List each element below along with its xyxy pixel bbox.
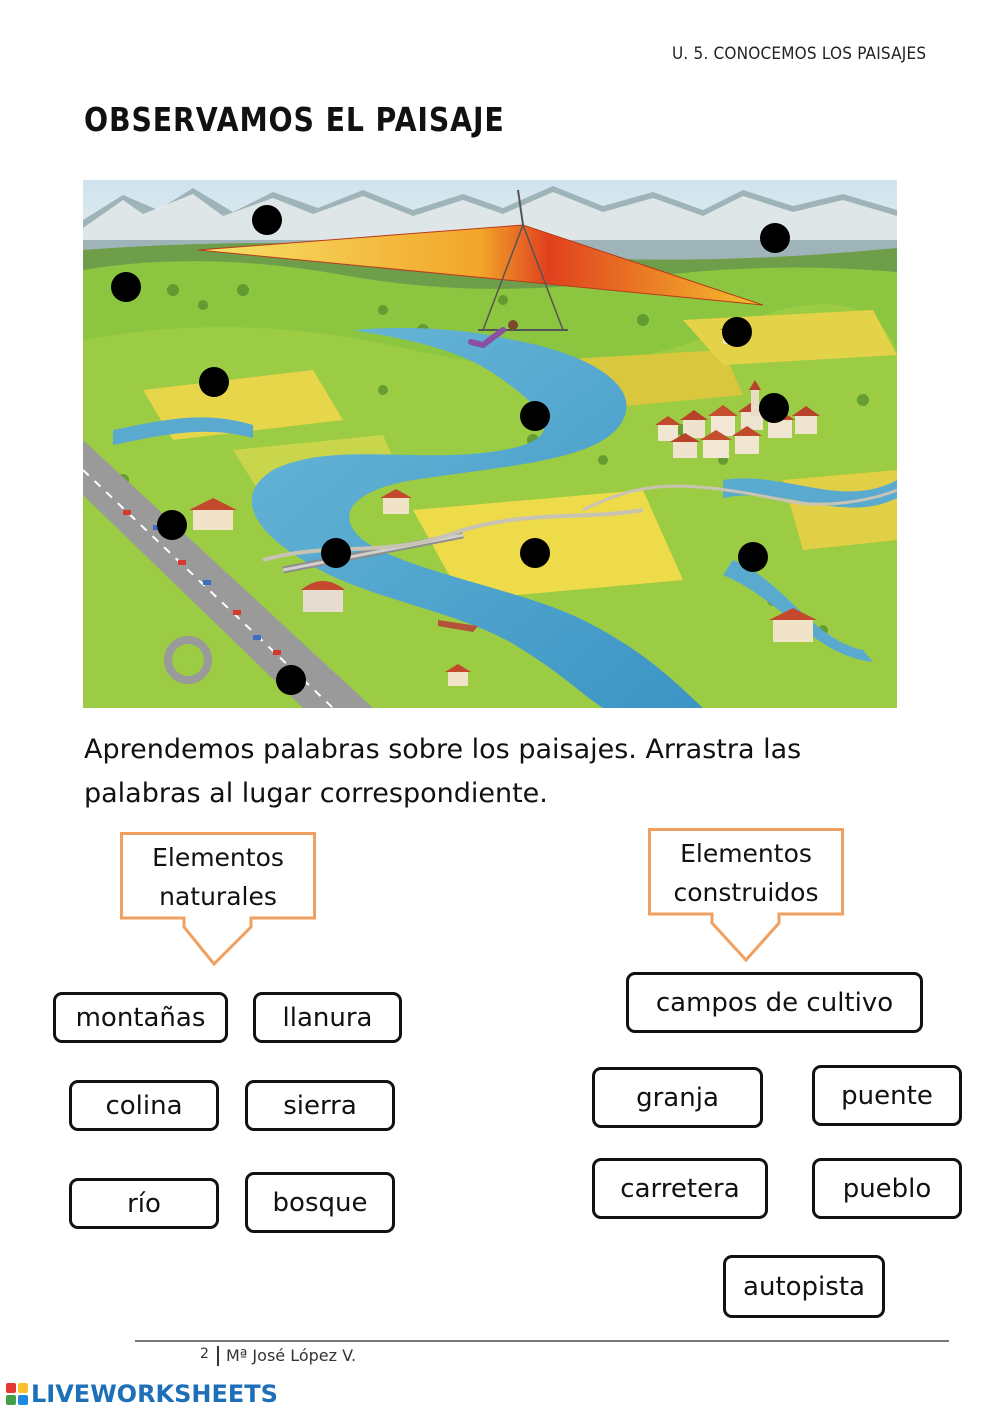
word-card-montanas[interactable]: montañas	[53, 992, 228, 1043]
drop-target-10[interactable]	[520, 538, 550, 568]
drop-target-7[interactable]	[520, 401, 550, 431]
word-card-pueblo[interactable]: pueblo	[812, 1158, 962, 1219]
word-card-campos-de-cultivo[interactable]: campos de cultivo	[626, 972, 923, 1033]
landscape-illustration	[83, 180, 897, 708]
footer-page-number: 2	[200, 1346, 209, 1362]
drop-target-12[interactable]	[276, 665, 306, 695]
drop-target-6[interactable]	[759, 393, 789, 423]
footer-separator	[217, 1346, 219, 1366]
word-card-granja[interactable]: granja	[592, 1067, 763, 1128]
drop-target-4[interactable]	[722, 317, 752, 347]
category-built	[648, 828, 844, 962]
drop-target-1[interactable]	[252, 205, 282, 235]
unit-header: U. 5. CONOCEMOS LOS PAISAJES	[672, 44, 927, 64]
drop-target-2[interactable]	[760, 223, 790, 253]
word-card-puente[interactable]: puente	[812, 1065, 962, 1126]
brand-logo[interactable]	[6, 1380, 278, 1408]
word-card-colina[interactable]: colina	[69, 1080, 219, 1131]
category-natural-line1: Elementos	[152, 843, 284, 872]
instructions-text: Aprendemos palabras sobre los paisajes. Arrastra las palabras al lugar correspondiente.	[84, 734, 802, 809]
page-title: OBSERVAMOS EL PAISAJE	[84, 100, 505, 139]
footer-divider	[135, 1340, 949, 1342]
word-card-llanura[interactable]: llanura	[253, 992, 402, 1043]
drop-target-5[interactable]	[199, 367, 229, 397]
word-card-sierra[interactable]: sierra	[245, 1080, 395, 1131]
drop-target-9[interactable]	[321, 538, 351, 568]
liveworksheets-logo-icon	[6, 1383, 28, 1405]
category-natural	[120, 832, 316, 966]
drop-target-8[interactable]	[157, 510, 187, 540]
category-built-line1: Elementos	[680, 839, 812, 868]
brand-name: LIVEWORKSHEETS	[31, 1380, 278, 1408]
category-natural-line2: naturales	[159, 882, 277, 911]
word-card-autopista[interactable]: autopista	[723, 1255, 885, 1318]
category-built-line2: construidos	[673, 878, 819, 907]
landscape-drawing	[83, 180, 897, 708]
word-card-carretera[interactable]: carretera	[592, 1158, 768, 1219]
word-card-bosque[interactable]: bosque	[245, 1172, 395, 1233]
drop-target-3[interactable]	[111, 272, 141, 302]
footer-author: Mª José López V.	[226, 1346, 357, 1365]
word-card-rio[interactable]: río	[69, 1178, 219, 1229]
drop-target-11[interactable]	[738, 542, 768, 572]
